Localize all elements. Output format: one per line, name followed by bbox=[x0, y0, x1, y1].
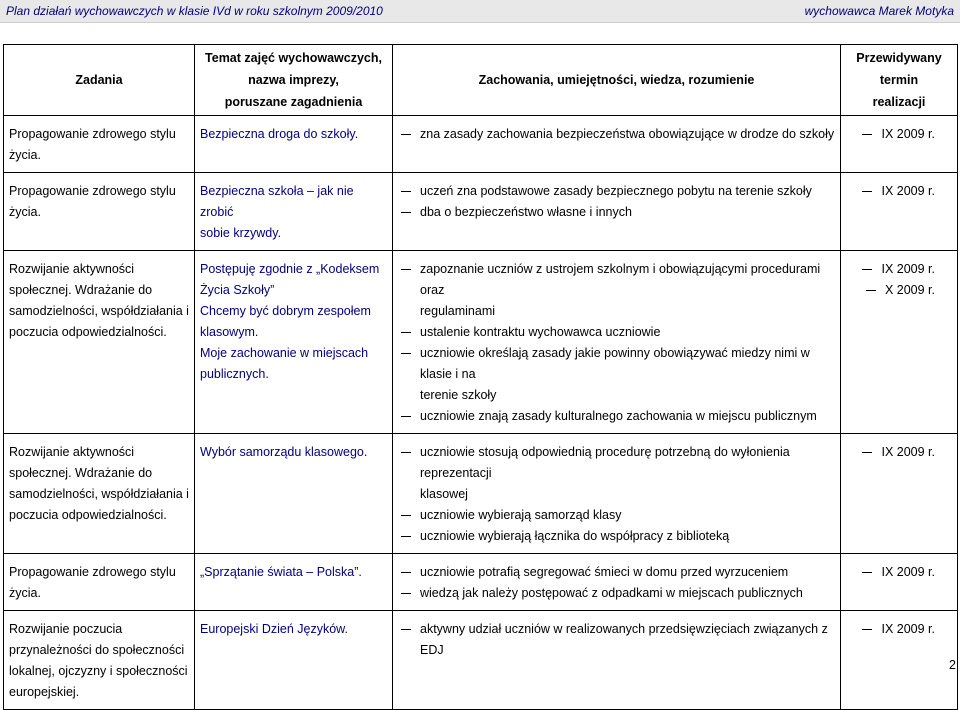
dash-bullet-icon bbox=[866, 290, 876, 291]
term-cell bbox=[841, 251, 958, 434]
topic-cell bbox=[195, 173, 393, 251]
plan-table bbox=[3, 44, 958, 710]
term-entry bbox=[849, 259, 953, 280]
list-item bbox=[401, 505, 836, 526]
term-text: IX 2009 r. bbox=[881, 262, 935, 276]
task-text: Propagowanie zdrowego stylu bbox=[9, 127, 176, 141]
dash-bullet-icon bbox=[401, 452, 411, 453]
topic-cell bbox=[195, 251, 393, 434]
list-item-text: uczniowie znają zasady kulturalnego zachowania w miejscu publicznym bbox=[420, 409, 817, 423]
topic-text: Życia Szkoły” bbox=[200, 283, 275, 297]
list-item-text: ustalenie kontraktu wychowawca uczniowie bbox=[420, 325, 661, 339]
column-header-term: Przewidywany termin realizacji bbox=[841, 45, 958, 116]
list-item-text: regulaminami bbox=[420, 304, 496, 318]
list-item bbox=[401, 526, 836, 547]
task-text: Propagowanie zdrowego stylu bbox=[9, 565, 176, 579]
dash-bullet-icon bbox=[862, 191, 872, 192]
task-cell bbox=[4, 554, 195, 611]
skills-cell bbox=[393, 173, 841, 251]
skills-cell bbox=[393, 116, 841, 173]
topic-cell bbox=[195, 434, 393, 554]
dash-bullet-icon bbox=[862, 269, 872, 270]
list-item bbox=[401, 181, 836, 202]
list-item bbox=[401, 406, 836, 427]
topic-text: Bezpieczna szkoła – jak nie zrobić bbox=[200, 184, 354, 219]
list-item bbox=[401, 442, 836, 505]
table-row bbox=[4, 251, 958, 434]
task-cell bbox=[4, 173, 195, 251]
list-item-text: klasowej bbox=[420, 487, 468, 501]
term-entry bbox=[849, 562, 953, 583]
table-header-row bbox=[4, 45, 958, 116]
dash-bullet-icon bbox=[401, 629, 411, 630]
task-text: samodzielności, współdziałania i bbox=[9, 304, 189, 318]
list-item bbox=[401, 619, 836, 661]
list-item-text: aktywny udział uczniów w realizowanych przedsięwzięciach związanych z EDJ bbox=[420, 622, 828, 657]
term-text: X 2009 r. bbox=[884, 283, 935, 297]
term-cell bbox=[841, 173, 958, 251]
page-number: 2 bbox=[949, 658, 956, 672]
table-row bbox=[4, 554, 958, 611]
list-item bbox=[401, 562, 836, 583]
topic-text: klasowym. bbox=[200, 325, 259, 339]
task-text: życia. bbox=[9, 148, 41, 162]
column-header-skills: Zachowania, umiejętności, wiedza, rozumienie bbox=[393, 45, 841, 116]
task-cell bbox=[4, 116, 195, 173]
task-text: Rozwijanie aktywności bbox=[9, 262, 135, 276]
task-text: Rozwijanie poczucia bbox=[9, 622, 123, 636]
list-item-text: uczeń zna podstawowe zasady bezpiecznego pobytu na terenie szkoły bbox=[420, 184, 812, 198]
dash-bullet-icon bbox=[401, 269, 411, 270]
task-text: życia. bbox=[9, 586, 41, 600]
dash-bullet-icon bbox=[401, 572, 411, 573]
column-header-tasks: Zadania bbox=[4, 45, 195, 116]
dash-bullet-icon bbox=[401, 536, 411, 537]
list-item-text: dba o bezpieczeństwo własne i innych bbox=[420, 205, 632, 219]
term-cell bbox=[841, 434, 958, 554]
dash-bullet-icon bbox=[401, 191, 411, 192]
skills-cell bbox=[393, 251, 841, 434]
dash-bullet-icon bbox=[862, 452, 872, 453]
dash-bullet-icon bbox=[401, 416, 411, 417]
task-cell bbox=[4, 251, 195, 434]
page-header bbox=[0, 0, 960, 23]
skills-cell bbox=[393, 554, 841, 611]
task-text: Propagowanie zdrowego stylu bbox=[9, 184, 176, 198]
topic-cell bbox=[195, 611, 393, 710]
term-entry bbox=[849, 124, 953, 145]
term-cell bbox=[841, 116, 958, 173]
topic-text: Chcemy być dobrym zespołem bbox=[200, 304, 371, 318]
list-item-text: zapoznanie uczniów z ustrojem szkolnym i obowiązującymi procedurami oraz bbox=[420, 262, 821, 297]
term-cell bbox=[841, 554, 958, 611]
document-title: Plan działań wychowawczych w klasie IVd w roku szkolnym 2009/2010 bbox=[6, 4, 383, 18]
table-row bbox=[4, 173, 958, 251]
list-item-text: zna zasady zachowania bezpieczeństwa obowiązujące w drodze do szkoły bbox=[420, 127, 835, 141]
table-body bbox=[4, 116, 958, 710]
list-item bbox=[401, 124, 836, 145]
task-text: przynależności do społeczności bbox=[9, 643, 185, 657]
list-item-text: uczniowie określają zasady jakie powinny obowiązywać miedzy nimi w klasie i na bbox=[420, 346, 810, 381]
list-item-text: terenie szkoły bbox=[420, 388, 497, 402]
task-text: poczucia odpowiedzialności. bbox=[9, 325, 167, 339]
list-item-text: uczniowie wybierają samorząd klasy bbox=[420, 508, 622, 522]
dash-bullet-icon bbox=[862, 629, 872, 630]
task-text: życia. bbox=[9, 205, 41, 219]
list-item-text: uczniowie potrafią segregować śmieci w domu przed wyrzuceniem bbox=[420, 565, 789, 579]
dash-bullet-icon bbox=[401, 353, 411, 354]
list-item bbox=[401, 322, 836, 343]
list-item bbox=[401, 583, 836, 604]
topic-text: Europejski Dzień Języków. bbox=[200, 622, 348, 636]
task-text: poczucia odpowiedzialności. bbox=[9, 508, 167, 522]
term-cell bbox=[841, 611, 958, 710]
term-text: IX 2009 r. bbox=[881, 184, 935, 198]
list-item bbox=[401, 343, 836, 406]
dash-bullet-icon bbox=[862, 134, 872, 135]
topic-text: Bezpieczna droga do szkoły. bbox=[200, 127, 359, 141]
dash-bullet-icon bbox=[401, 332, 411, 333]
task-text: Rozwijanie aktywności bbox=[9, 445, 135, 459]
topic-cell bbox=[195, 116, 393, 173]
term-entry bbox=[849, 181, 953, 202]
table-row bbox=[4, 434, 958, 554]
list-item-text: uczniowie wybierają łącznika do współpracy z biblioteką bbox=[420, 529, 730, 543]
topic-cell bbox=[195, 554, 393, 611]
table-row bbox=[4, 116, 958, 173]
list-item bbox=[401, 259, 836, 322]
teacher-name: wychowawca Marek Motyka bbox=[804, 4, 954, 18]
skills-cell bbox=[393, 611, 841, 710]
task-cell bbox=[4, 611, 195, 710]
term-entry bbox=[849, 280, 953, 301]
task-text: lokalnej, ojczyzny i społeczności bbox=[9, 664, 188, 678]
column-header-topic: Temat zajęć wychowawczych, nazwa imprezy, poruszane zagadnienia bbox=[195, 45, 393, 116]
task-cell bbox=[4, 434, 195, 554]
topic-text: Moje zachowanie w miejscach bbox=[200, 346, 369, 360]
dash-bullet-icon bbox=[401, 134, 411, 135]
topic-text: Postępuję zgodnie z „Kodeksem bbox=[200, 262, 380, 276]
term-entry bbox=[849, 619, 953, 640]
dash-bullet-icon bbox=[401, 593, 411, 594]
list-item bbox=[401, 202, 836, 223]
term-text: IX 2009 r. bbox=[881, 565, 935, 579]
task-text: europejskiej. bbox=[9, 685, 80, 699]
list-item-text: uczniowie stosują odpowiednią procedurę potrzebną do wyłonienia reprezentacji bbox=[420, 445, 790, 480]
table-row bbox=[4, 611, 958, 710]
term-entry bbox=[849, 442, 953, 463]
topic-text: „Sprzątanie świata – Polska”. bbox=[200, 565, 362, 579]
skills-cell bbox=[393, 434, 841, 554]
dash-bullet-icon bbox=[401, 212, 411, 213]
topic-text: Wybór samorządu klasowego. bbox=[200, 445, 368, 459]
term-text: IX 2009 r. bbox=[881, 622, 935, 636]
topic-text: sobie krzywdy. bbox=[200, 226, 282, 240]
term-text: IX 2009 r. bbox=[881, 445, 935, 459]
dash-bullet-icon bbox=[401, 515, 411, 516]
task-text: samodzielności, współdziałania i bbox=[9, 487, 189, 501]
term-text: IX 2009 r. bbox=[881, 127, 935, 141]
topic-text: publicznych. bbox=[200, 367, 269, 381]
list-item-text: wiedzą jak należy postępować z odpadkami w miejscach publicznych bbox=[420, 586, 803, 600]
task-text: społecznej. Wdrażanie do bbox=[9, 283, 153, 297]
task-text: społecznej. Wdrażanie do bbox=[9, 466, 153, 480]
dash-bullet-icon bbox=[862, 572, 872, 573]
